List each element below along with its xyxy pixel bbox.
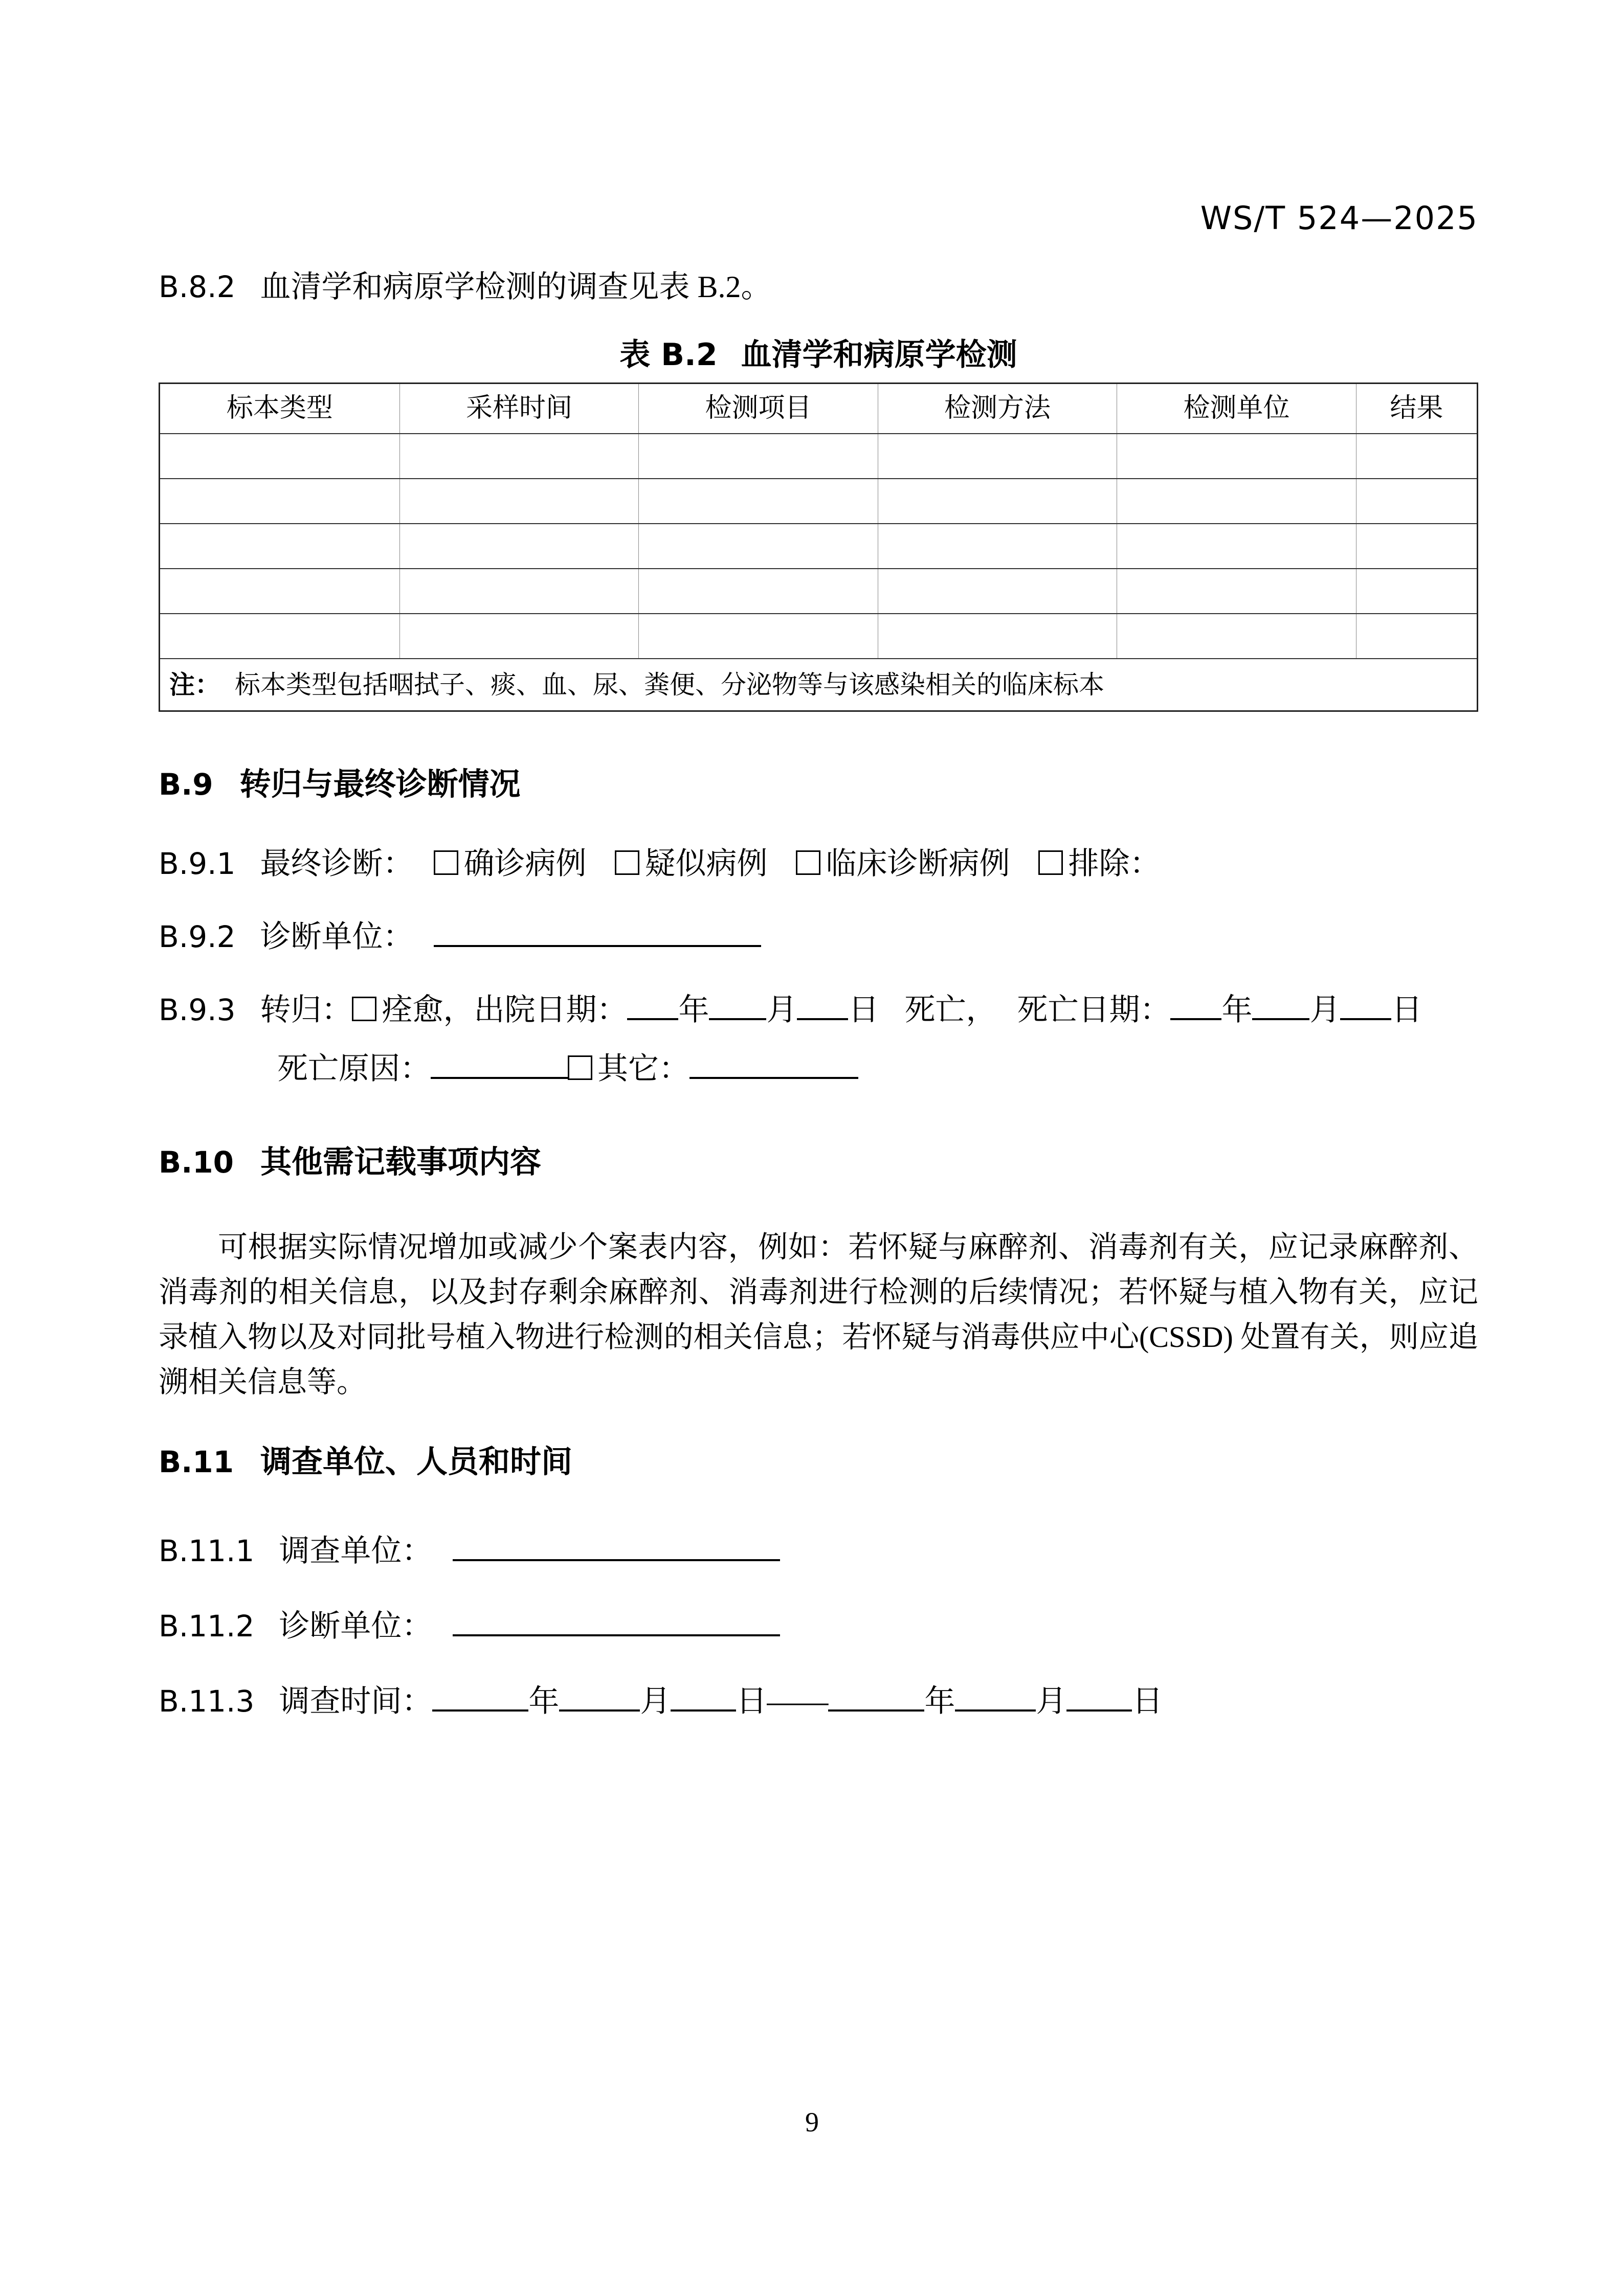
empty-cell — [1117, 434, 1356, 479]
page-number: 9 — [805, 2107, 819, 2137]
field-label: 调查时间： — [279, 1684, 433, 1718]
field-label: 调查单位： — [279, 1534, 433, 1568]
empty-cell — [1117, 524, 1356, 569]
option-cured: 痊愈， — [382, 993, 474, 1027]
empty-cell — [160, 434, 400, 479]
serology-pathogen-table — [159, 382, 1478, 712]
blank-line — [453, 1530, 780, 1561]
empty-cell — [399, 569, 639, 614]
column-header-test-unit: 检测单位 — [1117, 384, 1356, 434]
field-label: 最终诊断： — [260, 847, 414, 881]
unit-year: 年 — [1221, 993, 1253, 1027]
empty-cell — [399, 434, 639, 479]
empty-cell — [399, 524, 639, 569]
field-label: 诊断单位： — [279, 1609, 433, 1643]
heading-title: 转归与最终诊断情况 — [239, 766, 521, 802]
blank-line — [627, 989, 678, 1020]
doc-code: WS/T 524—2025 — [1200, 199, 1478, 237]
empty-cell — [878, 524, 1117, 569]
discharge-date-label: 出院日期： — [474, 993, 628, 1027]
table-row — [160, 524, 1478, 569]
option-confirmed-case — [434, 847, 586, 881]
empty-cell — [399, 479, 639, 524]
unit-year: 年 — [678, 993, 709, 1027]
blank-line — [1340, 989, 1391, 1020]
checkbox-icon — [568, 1055, 592, 1080]
heading-number: B.10 — [159, 1145, 234, 1180]
unit-day: 日 — [1132, 1684, 1163, 1718]
empty-cell — [1356, 614, 1477, 659]
empty-cell — [160, 614, 400, 659]
checkbox-icon — [1038, 850, 1063, 875]
table-row — [160, 614, 1478, 659]
blank-line — [432, 1681, 528, 1712]
empty-cell — [1117, 569, 1356, 614]
column-header-result: 结果 — [1356, 384, 1477, 434]
blank-line — [431, 1048, 568, 1079]
blank-line — [797, 989, 848, 1020]
empty-cell — [1356, 569, 1477, 614]
option-death: 死亡， — [904, 993, 997, 1027]
other-label: 其它： — [597, 1052, 689, 1086]
empty-cell — [878, 614, 1117, 659]
option-clinical-diagnosis-case — [796, 847, 1010, 881]
clause-b9-3-line1 — [159, 989, 1478, 1029]
table-row — [160, 479, 1478, 524]
field-label: 诊断单位： — [260, 920, 414, 954]
unit-year: 年 — [924, 1684, 955, 1718]
empty-cell — [878, 569, 1117, 614]
table-row — [160, 569, 1478, 614]
table-caption-number: 表 B.2 — [619, 337, 718, 373]
empty-cell — [1356, 479, 1477, 524]
empty-cell — [639, 434, 878, 479]
empty-cell — [878, 479, 1117, 524]
unit-month: 月 — [1309, 993, 1341, 1027]
clause-b11-1 — [159, 1530, 1478, 1570]
clause-b9-2 — [159, 916, 1478, 956]
blank-line — [1066, 1681, 1132, 1712]
option-suspected-case — [615, 847, 767, 881]
clause-number: B.11.3 — [159, 1684, 255, 1719]
table-caption-title: 血清学和病原学检测 — [741, 337, 1017, 373]
clause-number: B.9.2 — [159, 919, 236, 954]
blank-line — [709, 989, 766, 1020]
blank-line — [955, 1681, 1036, 1712]
clause-b9-3-line2 — [277, 1048, 1478, 1088]
blank-line — [671, 1681, 736, 1712]
clause-b11-2 — [159, 1606, 1478, 1645]
table-caption — [159, 336, 1478, 373]
table-note-row — [160, 659, 1478, 711]
column-header-test-method: 检测方法 — [878, 384, 1117, 434]
empty-cell — [639, 569, 878, 614]
checkbox-icon — [615, 850, 639, 875]
table-row — [160, 434, 1478, 479]
clause-b9-1 — [159, 845, 1478, 883]
checkbox-icon — [352, 997, 376, 1021]
heading-number: B.9 — [159, 767, 213, 802]
unit-month: 月 — [766, 993, 797, 1027]
column-header-specimen-type: 标本类型 — [160, 384, 400, 434]
empty-cell — [639, 524, 878, 569]
clause-number: B.11.2 — [159, 1609, 255, 1644]
empty-cell — [639, 614, 878, 659]
heading-title: 其他需记载事项内容 — [260, 1144, 541, 1180]
unit-day: 日 — [736, 1684, 767, 1718]
empty-cell — [1356, 524, 1477, 569]
blank-line — [828, 1681, 924, 1712]
empty-cell — [160, 569, 400, 614]
clause-number: B.9.3 — [159, 993, 236, 1027]
unit-year: 年 — [528, 1684, 560, 1718]
clause-number: B.9.1 — [159, 846, 236, 881]
blank-line — [434, 916, 761, 947]
option-label: 确诊病例 — [463, 847, 587, 881]
note-text: 标本类型包括咽拭子、痰、血、尿、粪便、分泌物等与该感染相关的临床标本 — [235, 670, 1104, 699]
blank-line — [1170, 989, 1221, 1020]
paragraph-b10: 可根据实际情况增加或减少个案表内容，例如：若怀疑与麻醉剂、消毒剂有关，应记录麻醉剂、消毒剂的相关信息，以及封存剩余麻醉剂、消毒剂进行检测的后续情况；若怀疑与植入物有关，应记录植入物以及对同批号植入物进行检测的相关信息；若怀疑与消毒供应中心(CSSD) 处置有关，则应追溯相关信息等。 — [159, 1230, 1478, 1399]
empty-cell — [399, 614, 639, 659]
column-header-sampling-time: 采样时间 — [399, 384, 639, 434]
heading-b11 — [159, 1443, 1478, 1481]
clause-number: B.11.1 — [159, 1534, 255, 1568]
option-label: 疑似病例 — [644, 847, 768, 881]
blank-line — [1252, 989, 1309, 1020]
empty-cell — [160, 479, 400, 524]
blank-line — [559, 1681, 640, 1712]
heading-b9 — [159, 765, 1478, 804]
death-cause-label: 死亡原因： — [277, 1052, 431, 1086]
option-label: 临床诊断病例 — [826, 847, 1010, 881]
table-header-row — [160, 384, 1478, 434]
unit-day: 日 — [848, 993, 879, 1027]
blank-line — [453, 1606, 780, 1636]
clause-number: B.8.2 — [159, 269, 236, 304]
heading-title: 调查单位、人员和时间 — [260, 1444, 572, 1480]
empty-cell — [878, 434, 1117, 479]
unit-day: 日 — [1391, 993, 1422, 1027]
checkbox-icon — [434, 850, 458, 875]
empty-cell — [1356, 434, 1477, 479]
empty-cell — [1117, 479, 1356, 524]
heading-b10 — [159, 1143, 1478, 1182]
option-excluded — [1038, 847, 1160, 881]
empty-cell — [639, 479, 878, 524]
heading-number: B.11 — [159, 1445, 234, 1479]
empty-cell — [1117, 614, 1356, 659]
option-label: 排除： — [1068, 847, 1161, 881]
column-header-test-item: 检测项目 — [639, 384, 878, 434]
checkbox-icon — [796, 850, 820, 875]
field-label: 转归： — [260, 993, 352, 1027]
range-dash: —— — [767, 1684, 829, 1718]
table-note-cell — [160, 659, 1478, 711]
unit-month: 月 — [1036, 1684, 1067, 1718]
clause-text: 血清学和病原学检测的调查见表 B.2。 — [260, 270, 772, 304]
empty-cell — [160, 524, 400, 569]
blank-line — [689, 1048, 858, 1079]
note-label: 注： — [169, 670, 220, 700]
death-date-label: 死亡日期： — [1017, 993, 1171, 1027]
unit-month: 月 — [640, 1684, 671, 1718]
clause-b82 — [159, 268, 1478, 306]
clause-b11-3 — [159, 1681, 1478, 1720]
